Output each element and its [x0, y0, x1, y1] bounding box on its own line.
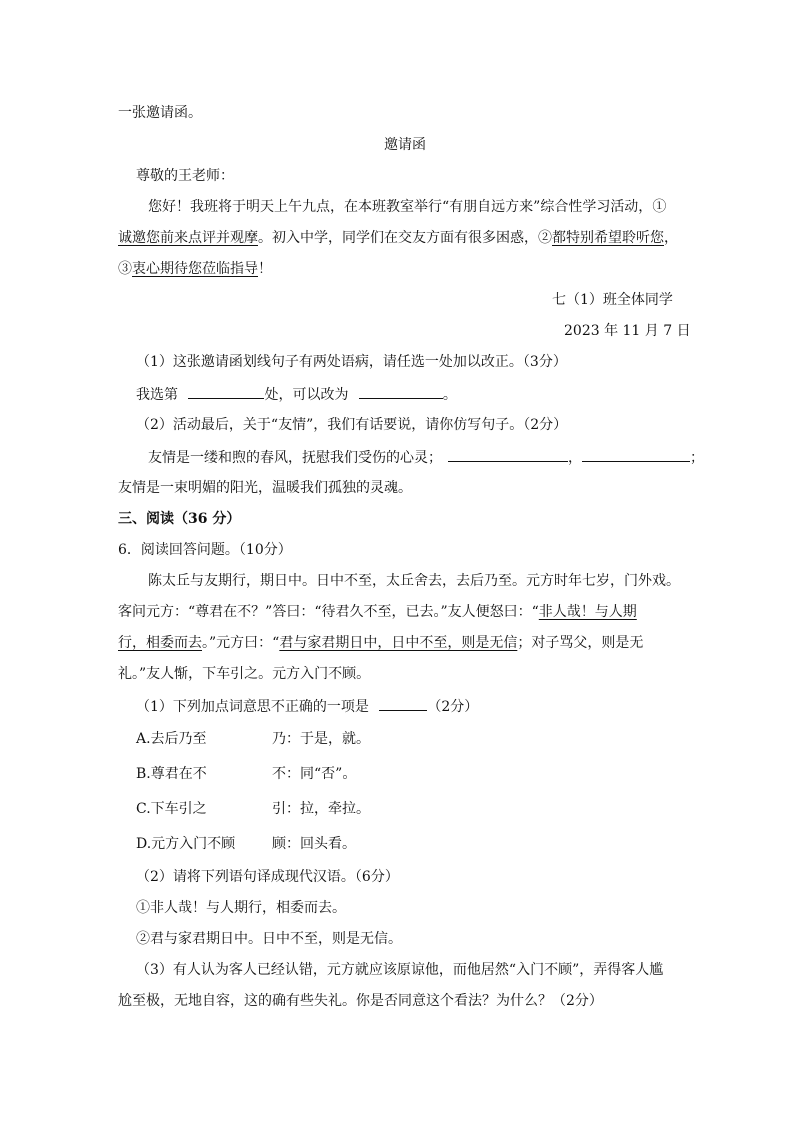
underlined-sentence-3: 衷心期待您莅临指导	[132, 261, 258, 277]
q6-sub3-line-1: （3）有人认为客人已经认错，元方就应该原谅他，而他居然“入门不顾”，弄得客人尴	[136, 962, 664, 978]
answer-blank[interactable]	[582, 447, 690, 462]
option-b-left: B.尊君在不	[136, 766, 207, 782]
answer-text: 我选第	[136, 387, 178, 403]
option-a-left: A.去后乃至	[136, 731, 207, 747]
underlined-sentence-2: 都特别希望聆听您	[552, 230, 664, 246]
underlined-passage-text: 非人哉！与人期	[538, 604, 637, 620]
answer-blank[interactable]	[448, 447, 568, 462]
option-c-right: 引：拉，牵拉。	[272, 801, 370, 817]
q6-prompt: 6．阅读回答问题。（10分）	[118, 542, 292, 558]
answer-text: 。	[442, 387, 457, 403]
underlined-passage-text: 行，相委而去	[118, 635, 202, 651]
letter-paragraph-line-2	[118, 228, 678, 248]
q5-sub2-line-2: 友情是一束明媚的阳光，温暖我们孤独的灵魂。	[118, 480, 412, 496]
q5-sub2-line-1	[148, 447, 704, 468]
q6-sub1-prompt: （1）下列加点词意思不正确的一项是	[136, 699, 369, 715]
q6-sub3-line-2: 尬至极，无地自容，这的确有些失礼。你是否同意这个看法？为什么？（2分）	[118, 993, 603, 1009]
score-label: （2分）	[427, 699, 479, 715]
underlined-sentence-1: 诚邀您前来点评并观摩	[118, 230, 258, 246]
passage-text: 。”元方曰：“	[202, 635, 280, 651]
passage-text: ；对子骂父，则是无	[517, 635, 644, 651]
letter-title: 邀请函	[384, 137, 426, 153]
section-heading: 三、阅读（36 分）	[118, 511, 241, 527]
answer-text: ，	[568, 450, 582, 466]
option-d-right: 顾：回头看。	[272, 836, 356, 852]
answer-blank[interactable]	[359, 384, 443, 399]
passage-line-1: 陈太丘与友期行，期日中。日中不至，太丘舍去，去后乃至。元方时年七岁，门外戏。	[148, 573, 680, 589]
passage-line-3	[118, 633, 643, 653]
letter-salutation: 尊敬的王老师：	[136, 168, 234, 184]
example-sentence: 友情是一缕和煦的春风，抚慰我们受伤的心灵；	[148, 450, 442, 466]
answer-text: ；	[690, 450, 704, 466]
option-d-left: D.元方入门不顾	[136, 836, 236, 852]
q6-sub1-line	[136, 696, 478, 717]
lead-in-text: 一张邀请函。	[118, 105, 202, 121]
passage-line-4: 礼。”友人惭，下车引之。元方入门不顾。	[118, 666, 371, 682]
option-c-left: C.下车引之	[136, 801, 207, 817]
letter-paragraph-line-3	[118, 259, 272, 279]
q6-sub2-prompt: （2）请将下列语句译成现代汉语。（6分）	[136, 869, 399, 885]
option-a-right: 乃：于是，就。	[272, 731, 370, 747]
q5-sub2-prompt: （2）活动最后，关于“友情”，我们有话要说，请你仿写句子。（2分）	[136, 417, 568, 433]
answer-blank[interactable]	[379, 696, 427, 711]
q6-sub2-item-1: ①非人哉！与人期行，相委而去。	[136, 900, 346, 916]
underlined-passage-text: 君与家君期日中，日中不至，则是无信	[279, 635, 518, 651]
letter-text: 。初入中学，同学们在交友方面有很多困惑，	[258, 230, 538, 246]
passage-text: 客问元方：“尊君在不？”答曰：“待君久不至，已去。”友人便怒曰：“	[118, 604, 539, 620]
letter-date: 2023 年 11 月 7 日	[564, 323, 691, 339]
letter-text: ！	[258, 261, 272, 277]
answer-blank[interactable]	[188, 384, 264, 399]
answer-text: 处，可以改为	[264, 387, 349, 403]
passage-line-2	[118, 602, 637, 622]
sentence-marker-1: ①	[652, 199, 667, 215]
letter-paragraph-line-1	[148, 197, 666, 217]
option-b-right: 不：同“否”。	[272, 766, 357, 782]
sentence-marker-2: ②	[538, 230, 552, 246]
letter-text: ，	[664, 230, 678, 246]
q6-sub2-item-2: ②君与家君期日中。日中不至，则是无信。	[136, 931, 402, 947]
sentence-marker-3: ③	[118, 261, 132, 277]
letter-text: 您好！我班将于明天上午九点，在本班教室举行“有朋自远方来”综合性学习活动，	[148, 199, 653, 215]
q5-sub1-answer-line	[136, 384, 457, 405]
q5-sub1-prompt: （1）这张邀请函划线句子有两处语病，请任选一处加以改正。（3分）	[136, 354, 567, 370]
letter-signature: 七（1）班全体同学	[552, 292, 673, 308]
